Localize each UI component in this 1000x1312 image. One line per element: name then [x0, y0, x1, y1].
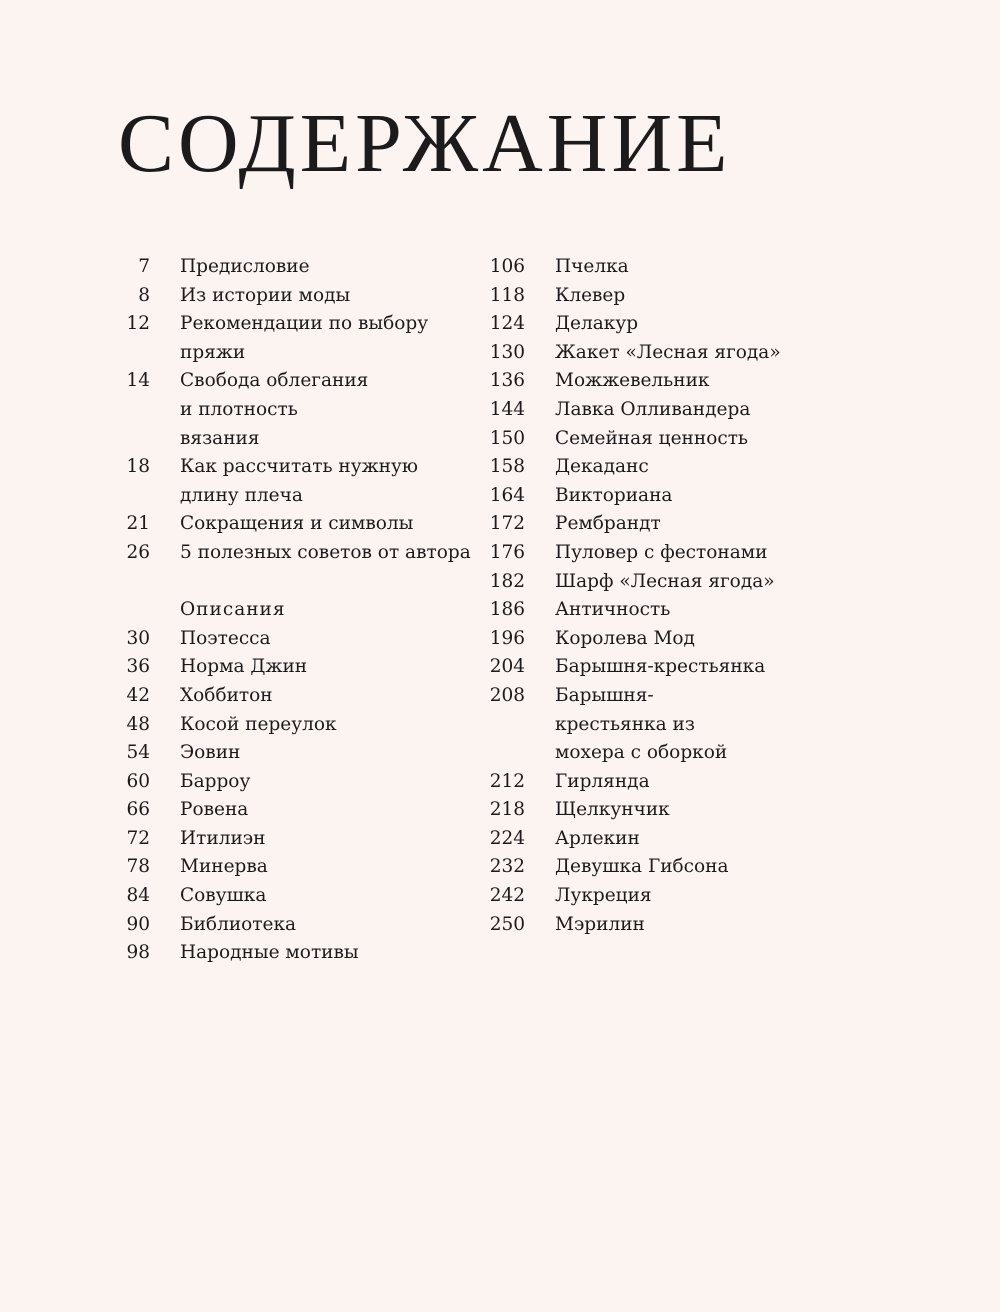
- toc-entry[interactable]: [488, 882, 788, 911]
- toc-entry[interactable]: [118, 939, 478, 968]
- toc-entry[interactable]: [488, 482, 788, 511]
- toc-page-number: 212: [489, 770, 525, 792]
- toc-entry[interactable]: [118, 510, 478, 539]
- toc-entry-label: Девушка Гибсона: [555, 856, 729, 878]
- toc-entry-label: Рекомендации по выбору пряжи: [180, 313, 429, 363]
- toc-page-number: 196: [489, 627, 525, 649]
- toc-entry-label: Лукреция: [555, 885, 652, 907]
- toc-entry[interactable]: [118, 796, 478, 825]
- toc-page-number: 176: [489, 541, 525, 563]
- toc-entry-label: Клевер: [555, 284, 626, 306]
- toc-entry[interactable]: [118, 653, 478, 682]
- toc-entry-label: Рембрандт: [555, 513, 661, 535]
- toc-entry[interactable]: [488, 253, 788, 282]
- toc-entry[interactable]: [488, 653, 788, 682]
- toc-page-number: 204: [489, 656, 525, 678]
- toc-page-number: 78: [126, 856, 150, 878]
- toc-page-number: 48: [126, 713, 150, 735]
- toc-page-number: 158: [489, 456, 525, 478]
- toc-page-number: 90: [126, 913, 150, 935]
- toc-entry[interactable]: [488, 367, 788, 396]
- toc-entry[interactable]: [488, 596, 788, 625]
- toc-entry-label: Совушка: [180, 885, 267, 907]
- section-heading-label: Описания: [180, 599, 286, 621]
- toc-entry[interactable]: [488, 768, 788, 797]
- toc-entry-label: Викториана: [555, 484, 673, 506]
- toc-page-number: 26: [126, 541, 150, 563]
- toc-page-number: 208: [489, 684, 525, 706]
- toc-entry[interactable]: [488, 310, 788, 339]
- toc-entry-label: Мэрилин: [555, 913, 645, 935]
- toc-entry-label: Косой переулок: [180, 713, 337, 735]
- toc-page-number: 12: [126, 313, 150, 335]
- toc-entry[interactable]: [118, 453, 478, 510]
- toc-page-number: 7: [138, 256, 150, 277]
- toc-left-column: [118, 253, 478, 968]
- toc-entry-label: Барышня-крестьянка: [555, 656, 766, 678]
- toc-entry[interactable]: [118, 253, 478, 282]
- toc-entry-label: Свобода облегания и плотность вязания: [180, 370, 369, 449]
- toc-entry[interactable]: [488, 339, 788, 368]
- toc-entry-label: Предисловие: [180, 256, 310, 277]
- toc-entry-label: Пуловер с фестонами: [555, 541, 768, 563]
- toc-entry-label: Сокращения и символы: [180, 513, 414, 535]
- toc-entry[interactable]: [488, 911, 788, 940]
- toc-entry-label: Гирлянда: [555, 770, 650, 792]
- toc-entry-label: Ровена: [180, 799, 249, 821]
- toc-entry[interactable]: [118, 367, 478, 453]
- toc-entry-label: Народные мотивы: [180, 942, 359, 964]
- toc-entry-label: Хоббитон: [180, 684, 273, 706]
- toc-page-number: 172: [489, 513, 525, 535]
- toc-page-number: 18: [126, 456, 150, 478]
- toc-entry[interactable]: [488, 539, 788, 568]
- toc-page-number: 42: [126, 684, 150, 706]
- toc-right-column: [488, 253, 788, 939]
- toc-entry-label: Жакет «Лесная ягода»: [555, 341, 781, 363]
- page-title: СОДЕРЖАНИЕ: [118, 97, 732, 190]
- toc-page-number: 21: [126, 513, 150, 535]
- toc-entry-label: Эовин: [180, 742, 241, 764]
- toc-page-number: 224: [489, 827, 525, 849]
- toc-entry-label: Библиотека: [180, 913, 297, 935]
- toc-entry-label: Щелкунчик: [555, 799, 670, 821]
- toc-entry-label: Арлекин: [555, 827, 640, 849]
- toc-page-number: 66: [126, 799, 150, 821]
- toc-page-number: 14: [126, 370, 150, 392]
- toc-entry-label: Норма Джин: [180, 656, 308, 678]
- toc-page-number: 164: [489, 484, 525, 506]
- toc-entry[interactable]: [488, 396, 788, 425]
- toc-entry-label: Барышня-крестьянка из мохера с оборкой: [555, 684, 728, 764]
- toc-entry-label: Шарф «Лесная ягода»: [555, 570, 775, 592]
- toc-entry-label: Из истории моды: [180, 284, 351, 306]
- toc-entry[interactable]: [118, 682, 478, 711]
- toc-entry-label: Античность: [555, 599, 671, 621]
- toc-entry[interactable]: [488, 796, 788, 825]
- toc-entry[interactable]: [488, 282, 788, 311]
- toc-entry[interactable]: [118, 539, 478, 568]
- toc-entry-label: Королева Мод: [555, 627, 695, 649]
- toc-page-number: 136: [489, 370, 525, 392]
- toc-page-number: 106: [489, 256, 525, 277]
- toc-page-number: 182: [489, 570, 525, 592]
- toc-page-number: 250: [489, 913, 525, 935]
- toc-entry[interactable]: [118, 625, 478, 654]
- toc-entry-label: Как рассчитать нужную длину плеча: [180, 456, 418, 506]
- toc-page-number: 144: [489, 398, 525, 420]
- toc-page-number: 84: [126, 885, 150, 907]
- toc-entry-label: Семейная ценность: [555, 427, 748, 449]
- toc-entry[interactable]: [118, 739, 478, 768]
- toc-entry[interactable]: [118, 711, 478, 740]
- toc-page-number: 130: [489, 341, 525, 363]
- toc-page-number: 98: [126, 942, 150, 964]
- toc-entry[interactable]: [488, 453, 788, 482]
- toc-entry-label: Делакур: [555, 313, 639, 335]
- toc-entry[interactable]: [118, 310, 478, 367]
- toc-entry-label: Декаданс: [555, 456, 649, 478]
- toc-entry[interactable]: [118, 282, 478, 311]
- toc-page-number: 118: [489, 284, 525, 306]
- toc-page-number: 124: [489, 313, 525, 335]
- toc-entry[interactable]: [118, 825, 478, 854]
- toc-entry-label: Пчелка: [555, 256, 629, 277]
- toc-page-number: 242: [489, 885, 525, 907]
- toc-entry[interactable]: [488, 625, 788, 654]
- toc-entry-label: Барроу: [180, 770, 251, 792]
- toc-page-number: 36: [126, 656, 150, 678]
- toc-page-number: 150: [489, 427, 525, 449]
- section-spacer: [118, 568, 478, 597]
- toc-entry[interactable]: [488, 568, 788, 597]
- toc-entry[interactable]: [488, 825, 788, 854]
- toc-page-number: 186: [489, 599, 525, 621]
- toc-entry[interactable]: [118, 768, 478, 797]
- toc-entry-label: Минерва: [180, 856, 268, 878]
- toc-entry-label: Поэтесса: [180, 627, 271, 649]
- toc-entry[interactable]: [118, 882, 478, 911]
- toc-entry[interactable]: [488, 682, 788, 768]
- toc-page-number: 218: [489, 799, 525, 821]
- toc-page-number: 8: [138, 284, 150, 306]
- section-heading: [118, 596, 478, 625]
- toc-entry-label: Итилиэн: [180, 827, 266, 849]
- toc-entry-label: Можжевельник: [555, 370, 710, 392]
- toc-page-number: 54: [126, 742, 150, 764]
- toc-entry[interactable]: [488, 853, 788, 882]
- toc-page-number: 60: [126, 770, 150, 792]
- heading-indent: [118, 596, 180, 625]
- toc-entry[interactable]: [118, 853, 478, 882]
- toc-entry[interactable]: [488, 510, 788, 539]
- toc-page-number: 232: [489, 856, 525, 878]
- toc-page-number: 30: [126, 627, 150, 649]
- toc-entry[interactable]: [488, 425, 788, 454]
- toc-entry-label: 5 полезных советов от автора: [180, 541, 471, 563]
- toc-page-number: 72: [126, 827, 150, 849]
- toc-entry[interactable]: [118, 911, 478, 940]
- toc-entry-label: Лавка Олливандера: [555, 398, 751, 420]
